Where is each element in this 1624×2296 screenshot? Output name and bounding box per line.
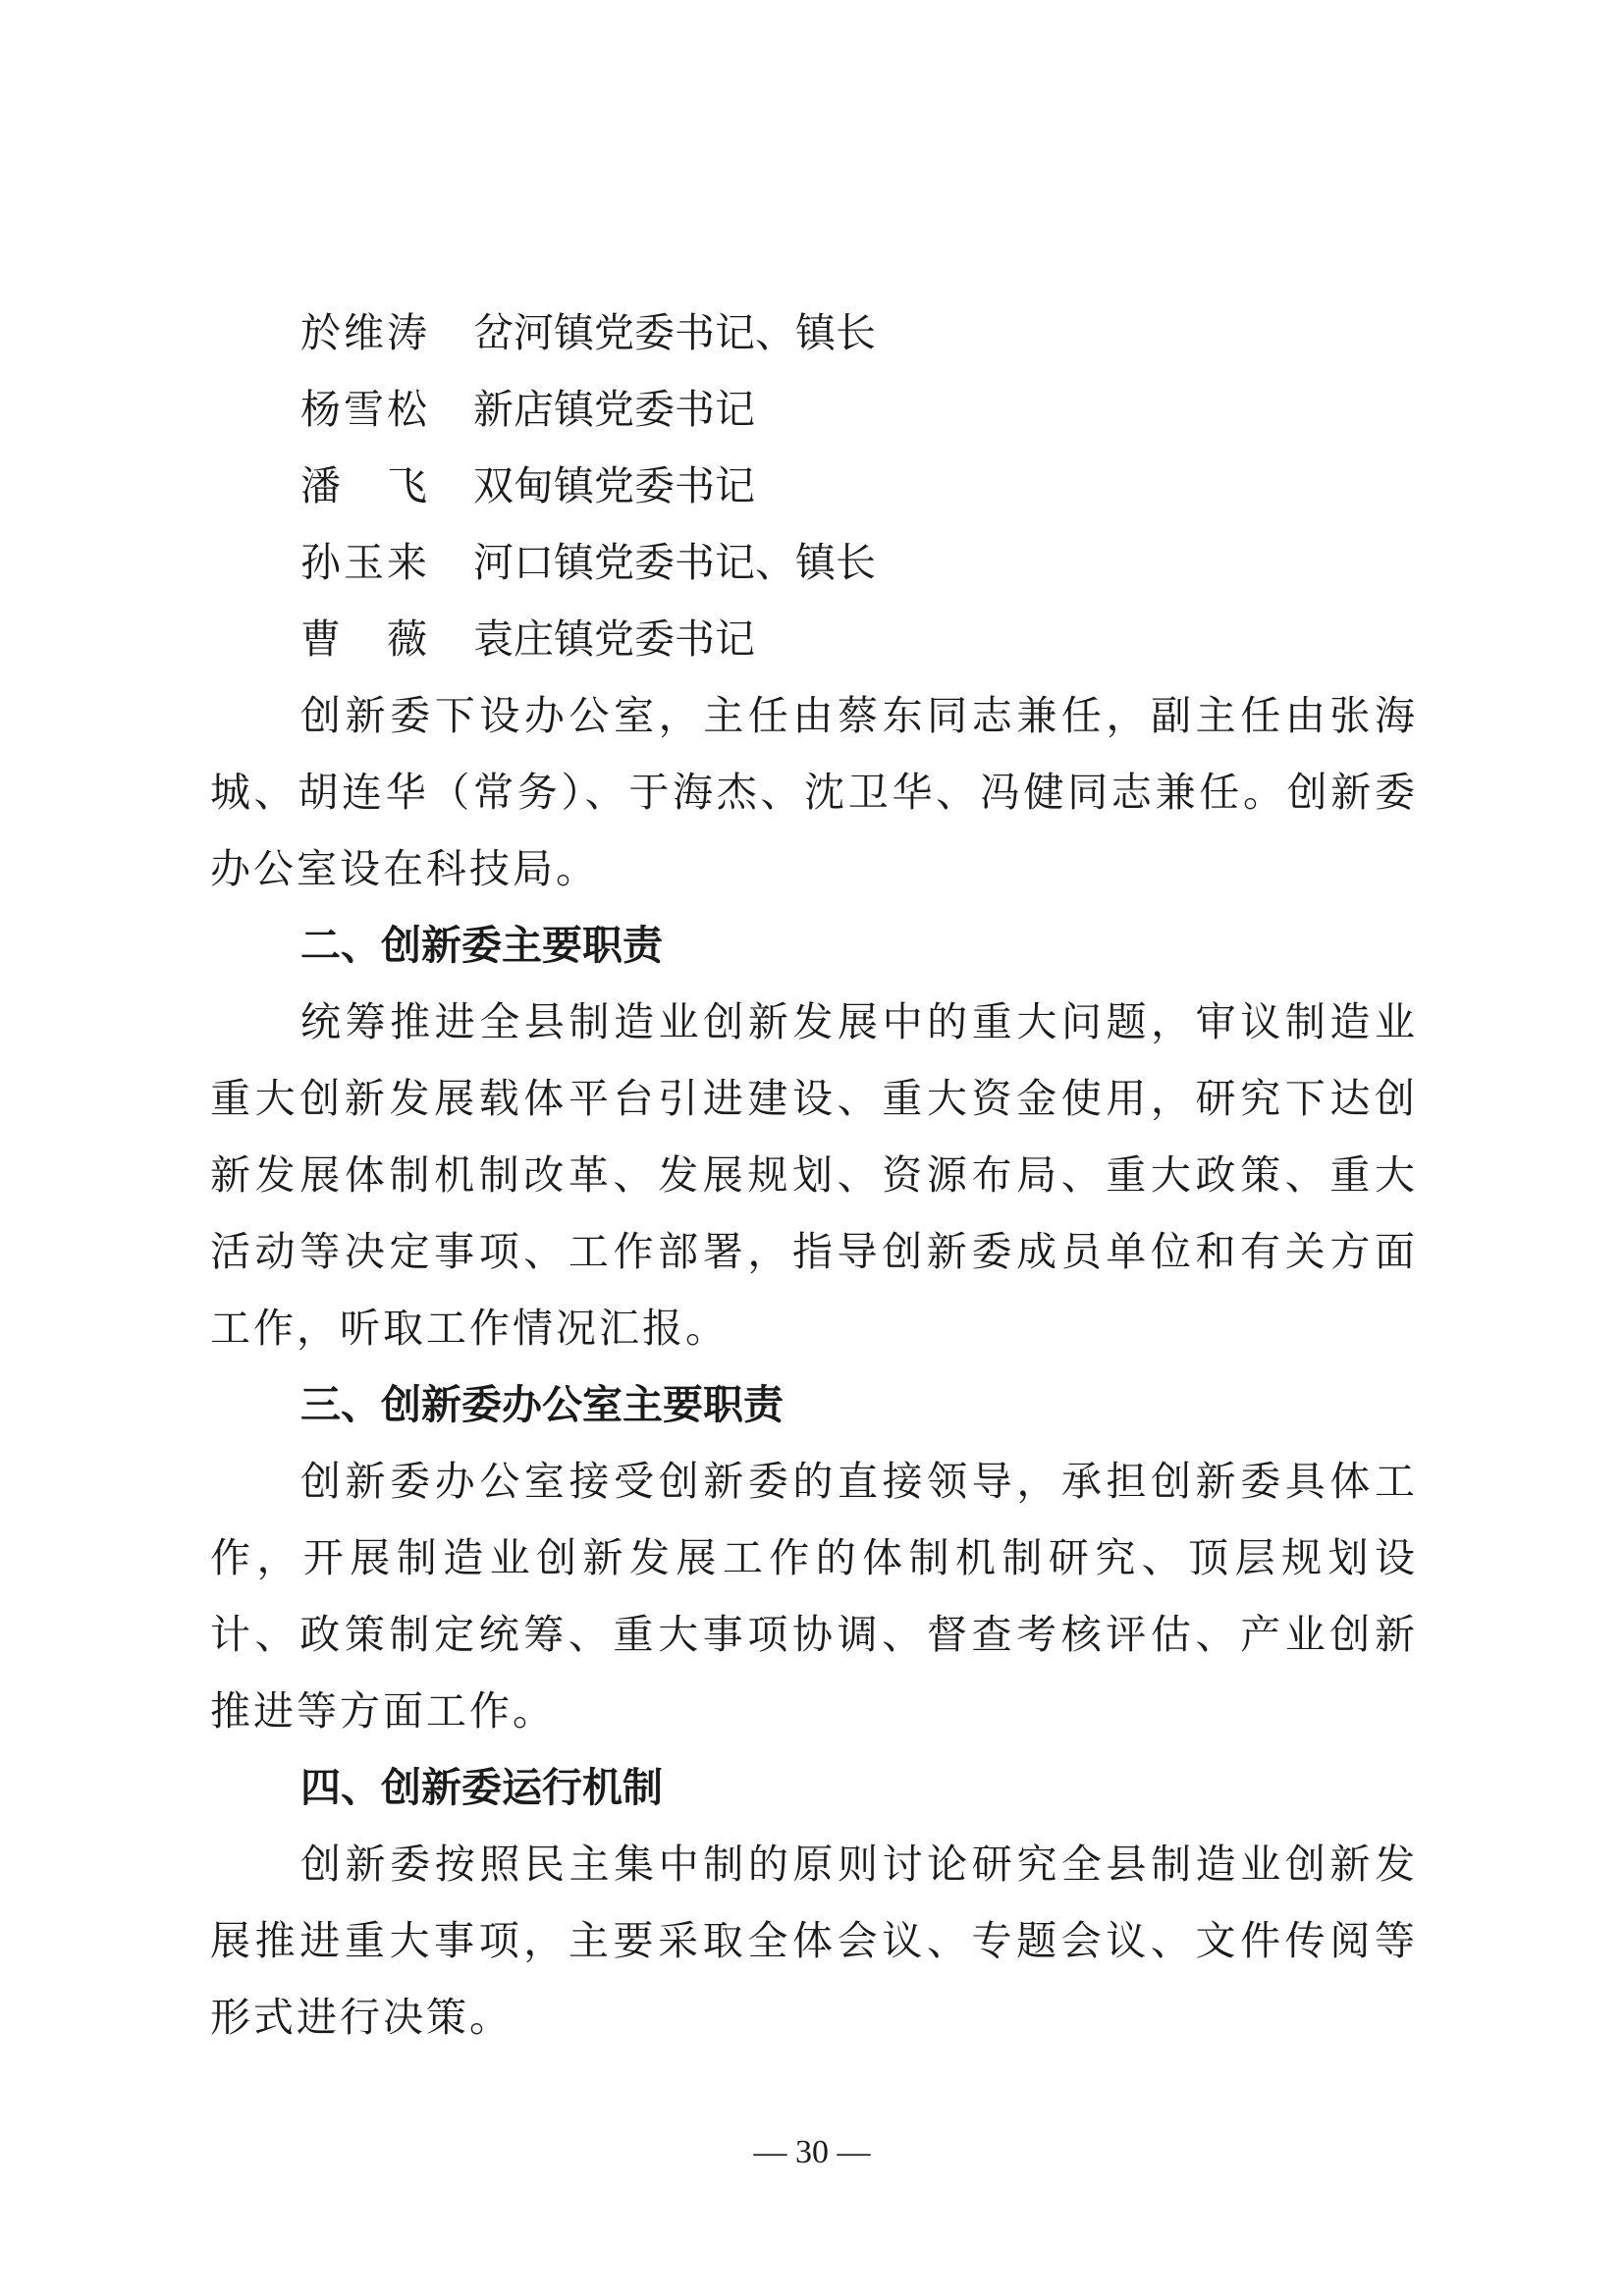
section-body: 统筹推进全县制造业创新发展中的重大问题，审议制造业重大创新发展载体平台引进建设、重大资金使用，研究下达创新发展体制机制改革、发展规划、资源布局、重大政策、重大活动等决定事项、工作部署，指导创新委成员单位和有关方面工作，听取工作情况汇报。 (210, 998, 1418, 1352)
member-role: 双甸镇党委书记 (473, 462, 755, 509)
section-heading: 四、创新委运行机制 (300, 1764, 663, 1811)
member-role: 新店镇党委书记 (473, 386, 755, 433)
page-content (210, 294, 1418, 2056)
page-number: — 30 — (753, 2134, 871, 2170)
member-name: 曹 薇 (300, 615, 430, 663)
member-row (210, 371, 1418, 448)
member-role: 河口镇党委书记、镇长 (473, 539, 876, 586)
office-paragraph: 创新委下设办公室，主任由蔡东同志兼任，副主任由张海城、胡连华（常务）、于海杰、沈卫华、冯健同志兼任。创新委办公室设在科技局。 (210, 692, 1418, 892)
member-role: 袁庄镇党委书记 (473, 615, 755, 663)
member-row (210, 448, 1418, 524)
member-name: 杨雪松 (300, 386, 430, 433)
member-row (210, 601, 1418, 677)
member-row (210, 524, 1418, 601)
section-body: 创新委按照民主集中制的原则讨论研究全县制造业创新发展推进重大事项，主要采取全体会议、专题会议、文件传阅等形式进行决策。 (210, 1841, 1418, 2041)
section-heading: 二、创新委主要职责 (300, 922, 663, 969)
member-name: 於维涛 (300, 309, 430, 356)
section-heading: 三、创新委办公室主要职责 (300, 1381, 784, 1428)
member-name: 潘 飞 (300, 462, 430, 509)
member-row (210, 294, 1418, 371)
member-name: 孙玉来 (300, 539, 430, 586)
section-body: 创新委办公室接受创新委的直接领导，承担创新委具体工作，开展制造业创新发展工作的体制机制研究、顶层规划设计、政策制定统筹、重大事项协调、督查考核评估、产业创新推进等方面工作。 (210, 1458, 1418, 1735)
member-role: 岔河镇党委书记、镇长 (473, 309, 876, 356)
